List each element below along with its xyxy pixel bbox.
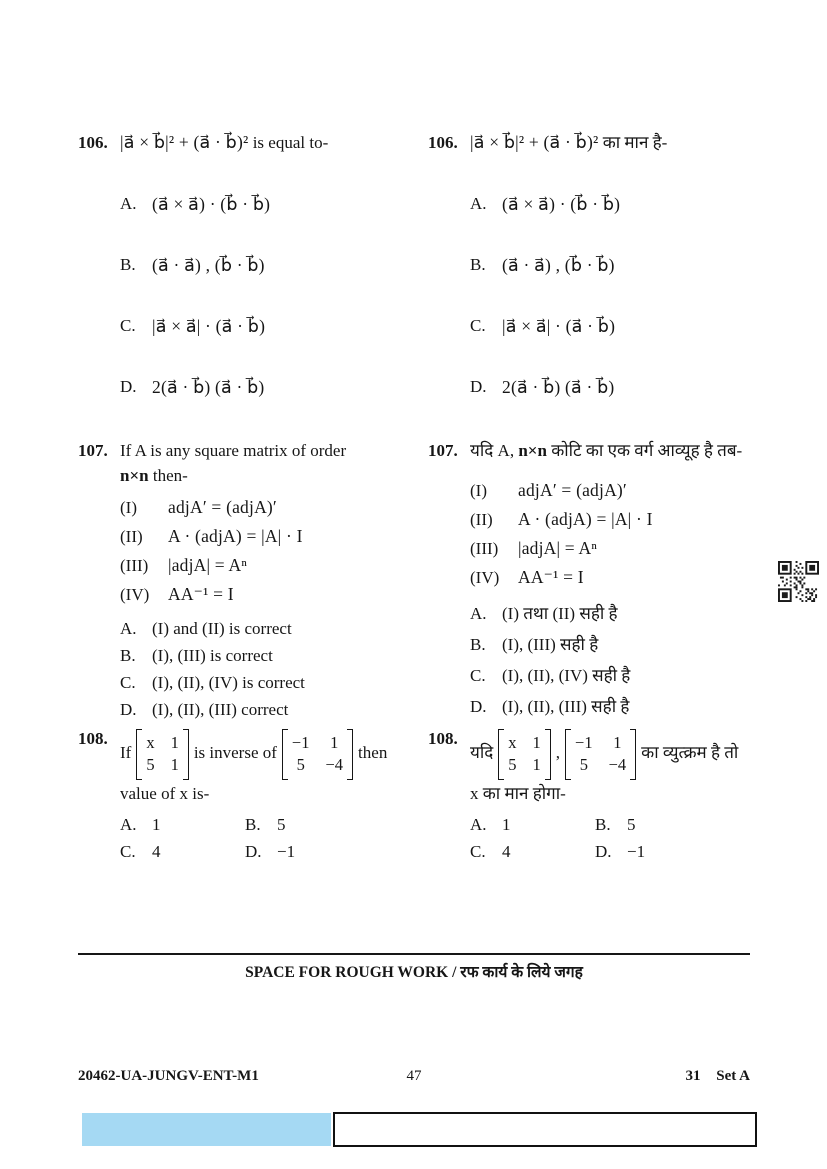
option-text: (I), (III) is correct (152, 645, 273, 665)
statement-row (78, 580, 430, 609)
statement-row (78, 551, 430, 580)
option-expression: 2(a⃗ · b⃗) (a⃗ · b⃗) (502, 377, 615, 398)
option-text: (I) and (II) is correct (152, 618, 292, 638)
option-label: A. (120, 814, 137, 834)
stem-text: is inverse of (193, 743, 277, 762)
option-label: B. (120, 255, 136, 275)
option-text: (I), (II), (IV) सही है (502, 665, 631, 685)
options-grid (428, 815, 780, 862)
option-row (78, 357, 430, 418)
option-label: A. (470, 814, 487, 834)
option-label: B. (470, 634, 486, 654)
matrix-cell: −1 (575, 732, 593, 752)
rough-work-divider (78, 953, 750, 955)
statement-expression: AA⁻¹ = I (168, 584, 234, 605)
matrix-cell: 1 (330, 732, 339, 752)
statement-label: (I) (120, 497, 137, 517)
matrix (498, 729, 551, 780)
statement-expression: A · (adjA) = |A| · I (518, 509, 653, 530)
option-value: 5 (277, 814, 286, 834)
matrix-cell: −4 (325, 754, 344, 774)
option-row (428, 357, 780, 418)
question-108-english (78, 728, 430, 862)
statement-row (78, 522, 430, 551)
option-label: B. (470, 255, 486, 275)
stem-line-2: x का मान होगा- (470, 783, 566, 803)
statement-expression: AA⁻¹ = I (518, 567, 584, 588)
option-label: C. (470, 316, 486, 336)
question-stem (428, 440, 780, 462)
option-label: A. (470, 603, 487, 623)
matrix-cell: 1 (170, 754, 179, 774)
statement-label: (III) (470, 538, 499, 558)
option-label: B. (595, 814, 611, 834)
option-row (470, 842, 595, 862)
matrix-cell: 1 (170, 732, 179, 752)
options-grid (78, 815, 430, 862)
option-label: C. (470, 841, 486, 861)
option-row (428, 235, 780, 296)
stem-math: n×n (120, 466, 149, 486)
question-107-english (78, 440, 430, 723)
statement-row (428, 563, 780, 592)
stem-line-2 (78, 465, 430, 487)
answer-strip-blue (82, 1113, 331, 1146)
set-label: Set A (716, 1068, 750, 1084)
statement-expression: |adjA| = Aⁿ (518, 538, 598, 559)
statement-label: (II) (120, 526, 143, 546)
question-stem (428, 112, 780, 174)
option-value: 4 (152, 841, 161, 861)
stem-math: n×n (518, 441, 547, 460)
option-row (428, 629, 780, 660)
answer-strip-box (333, 1112, 757, 1147)
question-stem (428, 728, 780, 780)
option-label: D. (245, 841, 262, 861)
option-value: 5 (627, 814, 636, 834)
option-text: (I), (II), (IV) is correct (152, 672, 305, 692)
option-row (245, 842, 430, 862)
option-row (428, 598, 780, 629)
question-number: 107. (428, 441, 458, 460)
stem-text: If A is any square matrix of order (120, 441, 347, 460)
option-row (120, 815, 245, 835)
option-expression: |a⃗ × a⃗| · (a⃗ · b⃗) (502, 316, 616, 337)
option-value: −1 (627, 841, 646, 861)
option-row (428, 691, 780, 722)
statement-label: (IV) (120, 584, 150, 604)
question-stem (78, 440, 430, 462)
option-expression: (a⃗ · a⃗) , (b⃗ · b⃗) (152, 255, 265, 276)
option-label: D. (470, 377, 487, 397)
option-text: (I) तथा (II) सही है (502, 603, 618, 623)
statement-expression: adjA′ = (adjA)′ (168, 497, 277, 518)
stem-text: is equal to- (252, 133, 329, 153)
question-106-english (78, 112, 430, 418)
option-row (78, 669, 430, 696)
booklet-code: 20462-UA-JUNGV-ENT-M1 (78, 1068, 259, 1084)
option-label: C. (470, 665, 486, 685)
option-row (78, 615, 430, 642)
statement-label: (I) (470, 480, 487, 500)
option-value: 4 (502, 841, 511, 861)
matrix-cell: −4 (608, 754, 627, 774)
option-label: B. (120, 645, 136, 665)
option-row (78, 642, 430, 669)
statement-label: (II) (470, 509, 493, 529)
option-row (120, 842, 245, 862)
option-row (470, 815, 595, 835)
option-label: C. (120, 316, 136, 336)
question-number: 108. (428, 729, 458, 748)
option-value: −1 (277, 841, 296, 861)
option-row (245, 815, 430, 835)
option-expression: (a⃗ × a⃗) · (b⃗ · b⃗) (152, 194, 271, 215)
stem-text: कोटि का एक वर्ग आव्यूह है तब- (551, 441, 743, 460)
option-label: C. (120, 841, 136, 861)
matrix-cell: 1 (613, 732, 622, 752)
statement-row (428, 505, 780, 534)
matrix-cell: 5 (296, 754, 305, 774)
matrix (136, 729, 189, 780)
stem-text: का मान है- (602, 133, 668, 153)
matrix-cell: 5 (579, 754, 588, 774)
option-label: D. (595, 841, 612, 861)
option-expression: (a⃗ × a⃗) · (b⃗ · b⃗) (502, 194, 621, 215)
option-value: 1 (152, 814, 161, 834)
matrix-cell: 1 (532, 732, 541, 752)
option-expression: (a⃗ · a⃗) , (b⃗ · b⃗) (502, 255, 615, 276)
question-108-hindi (428, 728, 780, 862)
page-number: 47 (406, 1068, 422, 1084)
option-text: (I), (III) सही है (502, 634, 599, 654)
option-label: A. (120, 194, 137, 214)
stem-formula: |a⃗ × b⃗|² + (a⃗ · b⃗)² (120, 132, 249, 153)
stem-text: यदि (470, 743, 494, 762)
option-label: A. (470, 194, 487, 214)
stem-text: If (120, 743, 132, 762)
matrix (282, 729, 353, 780)
question-number: 107. (78, 441, 108, 460)
stem-formula: |a⃗ × b⃗|² + (a⃗ · b⃗)² (470, 132, 599, 153)
option-row (428, 296, 780, 357)
question-stem (78, 728, 430, 780)
option-row (78, 235, 430, 296)
question-106-hindi (428, 112, 780, 418)
option-row (595, 815, 780, 835)
option-value: 1 (502, 814, 511, 834)
option-text: (I), (II), (III) सही है (502, 696, 630, 716)
statement-expression: adjA′ = (adjA)′ (518, 480, 627, 501)
option-label: A. (120, 618, 137, 638)
rough-work-heading: SPACE FOR ROUGH WORK / रफ कार्य के लिये जगह (245, 964, 583, 981)
question-number: 108. (78, 729, 108, 748)
statement-label: (III) (120, 555, 149, 575)
stem-text: then- (152, 466, 188, 486)
option-row (428, 174, 780, 235)
statement-label: (IV) (470, 567, 500, 587)
matrix-cell: x (508, 732, 517, 752)
statement-expression: A · (adjA) = |A| · I (168, 526, 303, 547)
question-number: 106. (428, 132, 458, 152)
matrix (565, 729, 636, 780)
question-stem (78, 112, 430, 174)
option-row (78, 296, 430, 357)
statement-row (428, 534, 780, 563)
stem-text: , (555, 743, 561, 762)
statement-row (428, 476, 780, 505)
option-label: B. (245, 814, 261, 834)
set-number: 31 (685, 1068, 701, 1084)
qr-code-image (778, 561, 819, 602)
option-label: C. (120, 672, 136, 692)
option-row (78, 696, 430, 723)
matrix-cell: −1 (291, 732, 310, 752)
stem-text: then (358, 743, 388, 762)
statement-expression: |adjA| = Aⁿ (168, 555, 248, 576)
option-row (428, 660, 780, 691)
matrix-cell: 5 (146, 754, 155, 774)
option-label: D. (120, 377, 137, 397)
stem-text: यदि A, (470, 441, 515, 460)
option-text: (I), (II), (III) correct (152, 699, 289, 719)
statement-row (78, 493, 430, 522)
matrix-cell: 1 (532, 754, 541, 774)
set-info (686, 1068, 751, 1085)
question-107-hindi (428, 440, 780, 722)
option-expression: 2(a⃗ · b⃗) (a⃗ · b⃗) (152, 377, 265, 398)
stem-text: का व्युत्क्रम है तो (641, 743, 739, 762)
question-number: 106. (78, 132, 108, 152)
option-label: D. (120, 699, 137, 719)
matrix-cell: 5 (508, 754, 517, 774)
option-expression: |a⃗ × a⃗| · (a⃗ · b⃗) (152, 316, 266, 337)
stem-line-2: value of x is- (120, 783, 210, 803)
option-row (78, 174, 430, 235)
matrix-cell: x (146, 732, 155, 752)
option-label: D. (470, 696, 487, 716)
option-row (595, 842, 780, 862)
